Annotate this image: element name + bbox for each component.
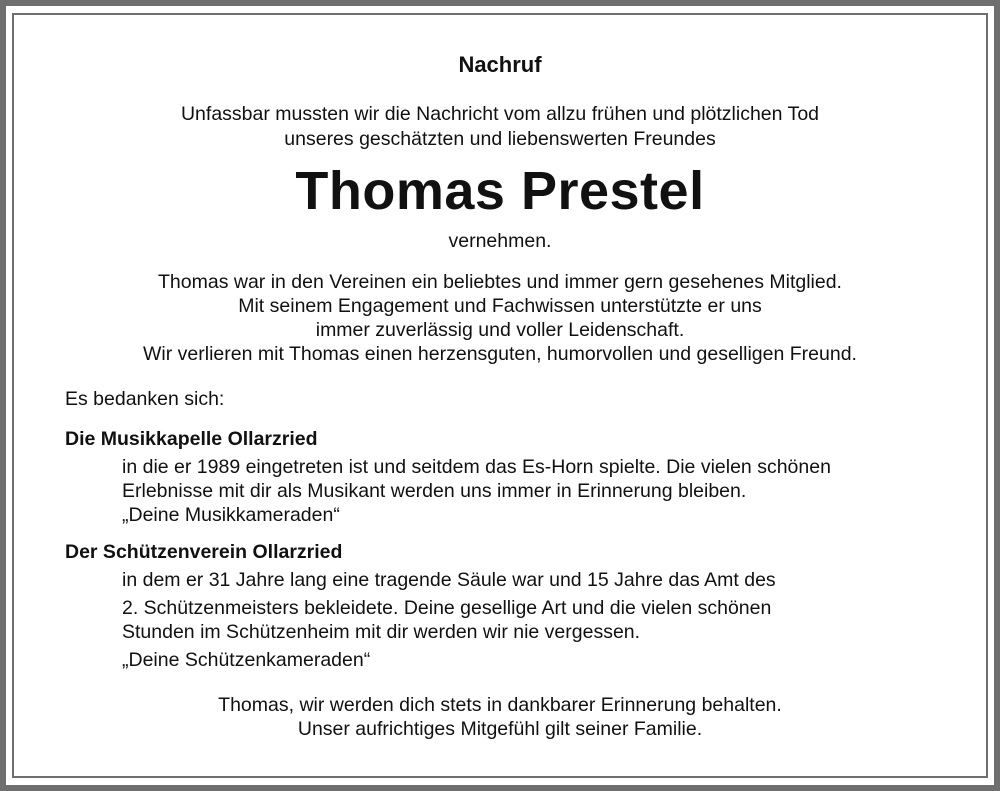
intro-line-2: unseres geschätzten und liebenswerten Freundes (284, 128, 716, 150)
group-line: in die er 1989 eingetreten ist und seitdem das Es-Horn spielte. Die vielen schönen (122, 456, 831, 478)
tribute-line: Mit seinem Engagement und Fachwissen unterstützte er uns (238, 295, 762, 317)
group-line: Stunden im Schützenheim mit dir werden wir nie vergessen. (122, 621, 641, 643)
group-title-musikkapelle: Die Musikkapelle Ollarzried (65, 428, 318, 450)
group-signature: „Deine Musikkameraden“ (122, 504, 340, 526)
group-title-schuetzenverein: Der Schützenverein Ollarzried (65, 541, 343, 563)
group-line: Erlebnisse mit dir als Musikant werden uns immer in Erinnerung bleiben. (122, 480, 747, 502)
deceased-name: Thomas Prestel (295, 161, 705, 221)
group-line: 2. Schützenmeisters bekleidete. Deine gesellige Art und die vielen schönen (122, 597, 772, 619)
tribute-line: immer zuverlässig und voller Leidenschaft. (315, 319, 685, 341)
intro-line-1: Unfassbar mussten wir die Nachricht vom allzu frühen und plötzlichen Tod (180, 103, 820, 125)
closing-line: Unser aufrichtiges Mitgefühl gilt seiner Familie. (297, 718, 703, 740)
thanks-label: Es bedanken sich: (65, 388, 225, 410)
after-name-text: vernehmen. (448, 230, 552, 252)
closing-line: Thomas, wir werden dich stets in dankbarer Erinnerung behalten. (218, 694, 782, 716)
tribute-line: Thomas war in den Vereinen ein beliebtes und immer gern gesehenes Mitglied. (158, 271, 842, 293)
tribute-line: Wir verlieren mit Thomas einen herzensguten, humorvollen und geselligen Freund. (143, 343, 857, 365)
group-line: in dem er 31 Jahre lang eine tragende Säule war und 15 Jahre das Amt des (122, 569, 776, 591)
group-signature: „Deine Schützenkameraden“ (122, 649, 371, 671)
notice-heading: Nachruf (458, 52, 542, 77)
